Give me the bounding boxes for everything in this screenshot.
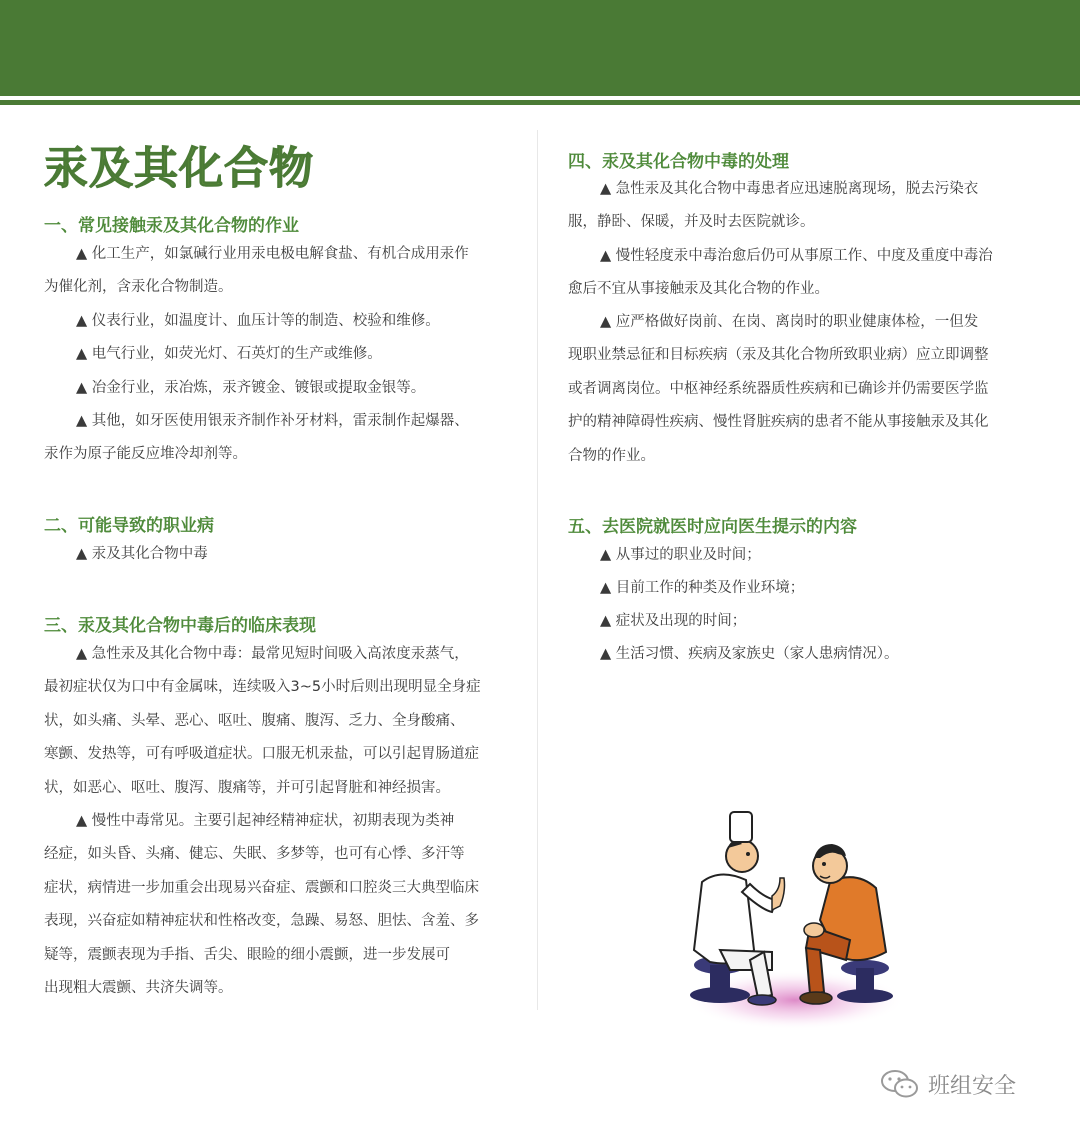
- wechat-icon: [880, 1068, 920, 1100]
- s1-item-5: ▲ 其他，如牙医使用银汞齐制作补牙材料，雷汞制作起爆器、 汞作为原子能反应堆冷却剂等。: [44, 413, 469, 463]
- page-title: 汞及其化合物: [44, 143, 314, 194]
- s5-item-3: ▲ 症状及出现的时间；: [600, 613, 747, 629]
- section-heading-2: 二、可能导致的职业病: [44, 516, 214, 536]
- section-heading-3: 三、汞及其化合物中毒后的临床表现: [44, 616, 316, 636]
- s5-item-2: ▲ 目前工作的种类及作业环境；: [600, 580, 805, 596]
- s3-item-1: ▲ 急性汞及其化合物中毒：最常见短时间吸入高浓度汞蒸气， 最初症状仅为口中有金属味，连续吸入3~5小时后则出现明显全身症 状，如头痛、头晕、恶心、呕吐、腹痛、腹泻、乏力、全身酸痛、 寒颤、发热等，可有呼吸道症状。口服无机汞盐，可以引起胃肠道症 状，如恶心、呕吐、腹泻、腹痛等，并可引起肾脏和神经损害。: [44, 646, 481, 796]
- section-heading-1: 一、常见接触汞及其化合物的作业: [44, 216, 299, 236]
- s1-item-1: ▲ 化工生产，如氯碱行业用汞电极电解食盐、有机合成用汞作 为催化剂，含汞化合物制造。: [44, 246, 469, 296]
- s4-item-1: ▲ 急性汞及其化合物中毒患者应迅速脱离现场，脱去污染衣 服，静卧、保暖，并及时去医院就诊。: [568, 181, 979, 231]
- s1-item-2: ▲ 仪表行业，如温度计、血压计等的制造、校验和维修。: [76, 313, 440, 329]
- section-heading-4: 四、汞及其化合物中毒的处理: [568, 152, 789, 172]
- section-heading-5: 五、去医院就医时应向医生提示的内容: [568, 517, 857, 537]
- s4-item-3: ▲ 应严格做好岗前、在岗、离岗时的职业健康体检，一但发 现职业禁忌征和目标疾病（汞及其化合物所致职业病）应立即调整 或者调离岗位。中枢神经系统器质性疾病和已确诊并仍需要医学监 护的精神障碍性疾病、慢性肾脏疾病的患者不能从事接触汞及其化 合物的作业。: [568, 314, 989, 464]
- s1-item-3: ▲ 电气行业，如荧光灯、石英灯的生产或维修。: [76, 346, 382, 362]
- column-divider: [537, 130, 538, 1010]
- s1-item-4: ▲ 冶金行业，汞冶炼，汞齐镀金、镀银或提取金银等。: [76, 380, 426, 396]
- watermark-text: 班组安全: [928, 1073, 1017, 1099]
- s5-item-4: ▲ 生活习惯、疾病及家族史（家人患病情况）。: [600, 646, 899, 662]
- header-band: [0, 0, 1080, 96]
- s2-item-1: ▲ 汞及其化合物中毒: [76, 546, 208, 562]
- doctor-patient-illustration: [680, 800, 900, 1030]
- header-rule: [0, 100, 1080, 105]
- watermark: [880, 1066, 1016, 1102]
- s3-item-2: ▲ 慢性中毒常见。主要引起神经精神症状，初期表现为类神 经症，如头昏、头痛、健忘、失眠、多梦等，也可有心悸、多汗等 症状，病情进一步加重会出现易兴奋症、震颤和口腔炎三大典型临床 表现，兴奋症如精神症状和性格改变，急躁、易怒、胆怯、含羞、多 疑等，震颤表现为手指、舌尖、眼睑的细小震颤，进一步发展可 出现粗大震颤、共济失调等。: [44, 813, 479, 997]
- s4-item-2: ▲ 慢性轻度汞中毒治愈后仍可从事原工作、中度及重度中毒治 愈后不宜从事接触汞及其化合物的作业。: [568, 248, 993, 298]
- s5-item-1: ▲ 从事过的职业及时间；: [600, 547, 761, 563]
